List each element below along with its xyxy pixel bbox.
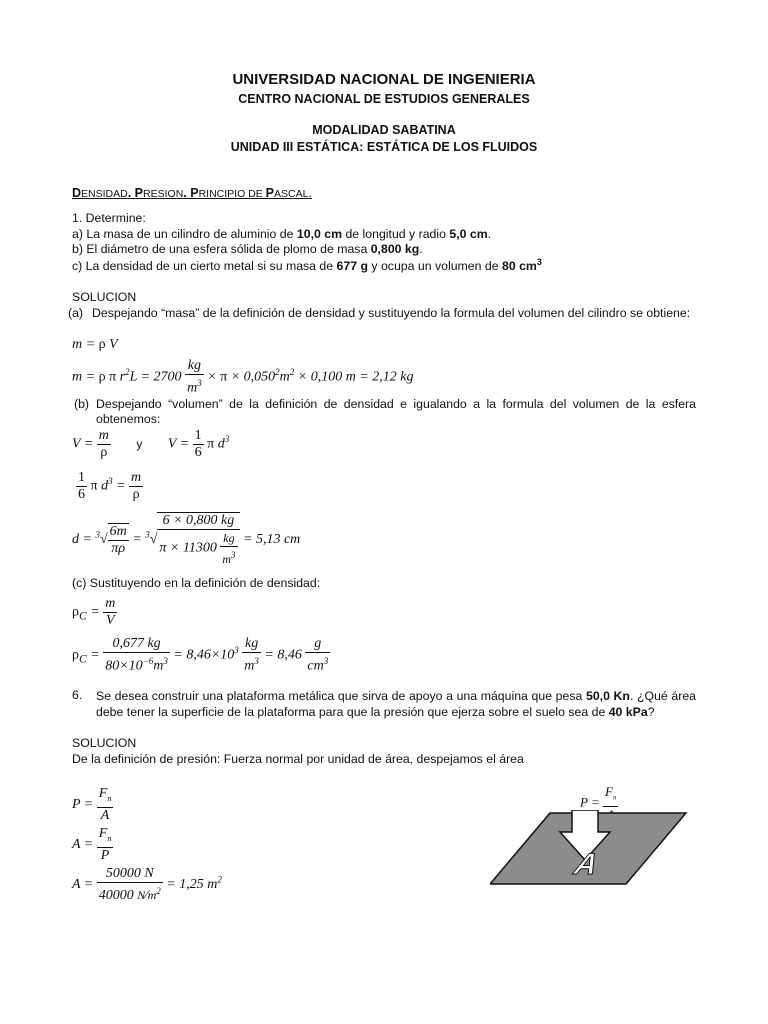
eq-area-result: A = $\frac{50000 N}{40000 N⁄m^2}$ = 1,25 $m^2$ <box>72 866 222 903</box>
figure-area-letter: A <box>571 847 602 881</box>
eq-sphere-equal: $\frac{1}{6}$ π $d^3$ = $\frac{m}{\rho}$ <box>78 470 142 502</box>
eq-density-def: $\rho_C$ = $\frac{m}{V}$ <box>72 596 116 628</box>
solution1-b-label: (b) <box>74 397 90 411</box>
problem1-c: c) La densidad de un cierto metal si su masa de 677 g y ocupa un volumen de 80 $cm^3$ <box>72 257 542 274</box>
unit-title: UNIDAD III ESTÁTICA: ESTÁTICA DE LOS FLUIDOS <box>230 140 538 154</box>
center-title: CENTRO NACIONAL DE ESTUDIOS GENERALES <box>238 92 530 106</box>
solution1-a-text: Despejando “masa” de la definición de densidad y sustituyendo la formula del volumen del cilindro se obtiene: <box>92 306 691 320</box>
solution1-b-text: Despejando “volumen” de la definición de densidad e igualando a la formula del volumen de la esfera obtenemos: <box>96 397 696 426</box>
solution6-heading: SOLUCION <box>72 736 137 750</box>
problem6-number: 6. <box>72 688 83 702</box>
eq-density-result: $\rho_C$ = $\frac{0,677 kg}{80\times 10^{-6}m^3}$ = $8,46\times 10^3$ $\frac{kg}{m^3}$ = 8,46 $\frac{g}{cm^3}$ <box>72 636 329 674</box>
topic-title: DENSIDAD. PRESION. PRINCIPIO DE PASCAL. <box>72 186 312 200</box>
problem1-b: b) El diámetro de una esfera sólida de plomo de masa 0,800 kg. <box>72 242 423 256</box>
eq-cylinder-mass: m = ρ π $r^2L = 2700$ $\frac{kg}{m^3}$ × $\pi \times 0,050^2m^2 \times 0,100$ m = 2,12 kg <box>72 358 414 396</box>
solution1-c-text: (c) Sustituyendo en la definición de densidad: <box>72 576 321 590</box>
eq-volume-def: V = $\frac{m}{\rho}$ y V = $\frac{1}{6}$ π $d^3$ <box>72 428 230 460</box>
modality-title: MODALIDAD SABATINA <box>312 123 456 137</box>
solution6-text: De la definición de presión: Fuerza normal por unidad de área, despejamos el área <box>72 752 524 766</box>
problem6-text: Se desea construir una plataforma metálica que sirva de apoyo a una máquina que pesa 50,0 Kn. ¿Qué área debe tener la superficie de la plataforma para que la presión que ejerza sobre el suelo sea de 40 kPa? <box>96 689 697 719</box>
eq-diameter: d = $^3$√ $\frac{6m}{\pi\rho}$ = $^3$√ 6 × 0,800 kg π × 11300 $\frac{kg}{m^3}$ = 5,13 cm <box>72 513 301 566</box>
problem1-intro: 1. Determine: <box>72 211 146 225</box>
problem1-a: a) La masa de un cilindro de aluminio de 10,0 cm de longitud y radio 5,0 cm. <box>72 227 492 241</box>
solution1-heading: SOLUCION <box>72 290 137 304</box>
platform-figure <box>490 810 690 890</box>
eq-pressure-def: P = $\frac{F_n}{A}$ <box>72 786 112 823</box>
eq-mass-def: m = ρ V <box>72 337 118 352</box>
solution1-a-label: (a) <box>68 306 84 320</box>
university-title: UNIVERSIDAD NACIONAL DE INGENIERIA <box>232 71 536 88</box>
eq-area-def: A = $\frac{F_n}{P}$ <box>72 826 112 863</box>
figure-formula: P = $F_n$ <box>580 784 618 823</box>
